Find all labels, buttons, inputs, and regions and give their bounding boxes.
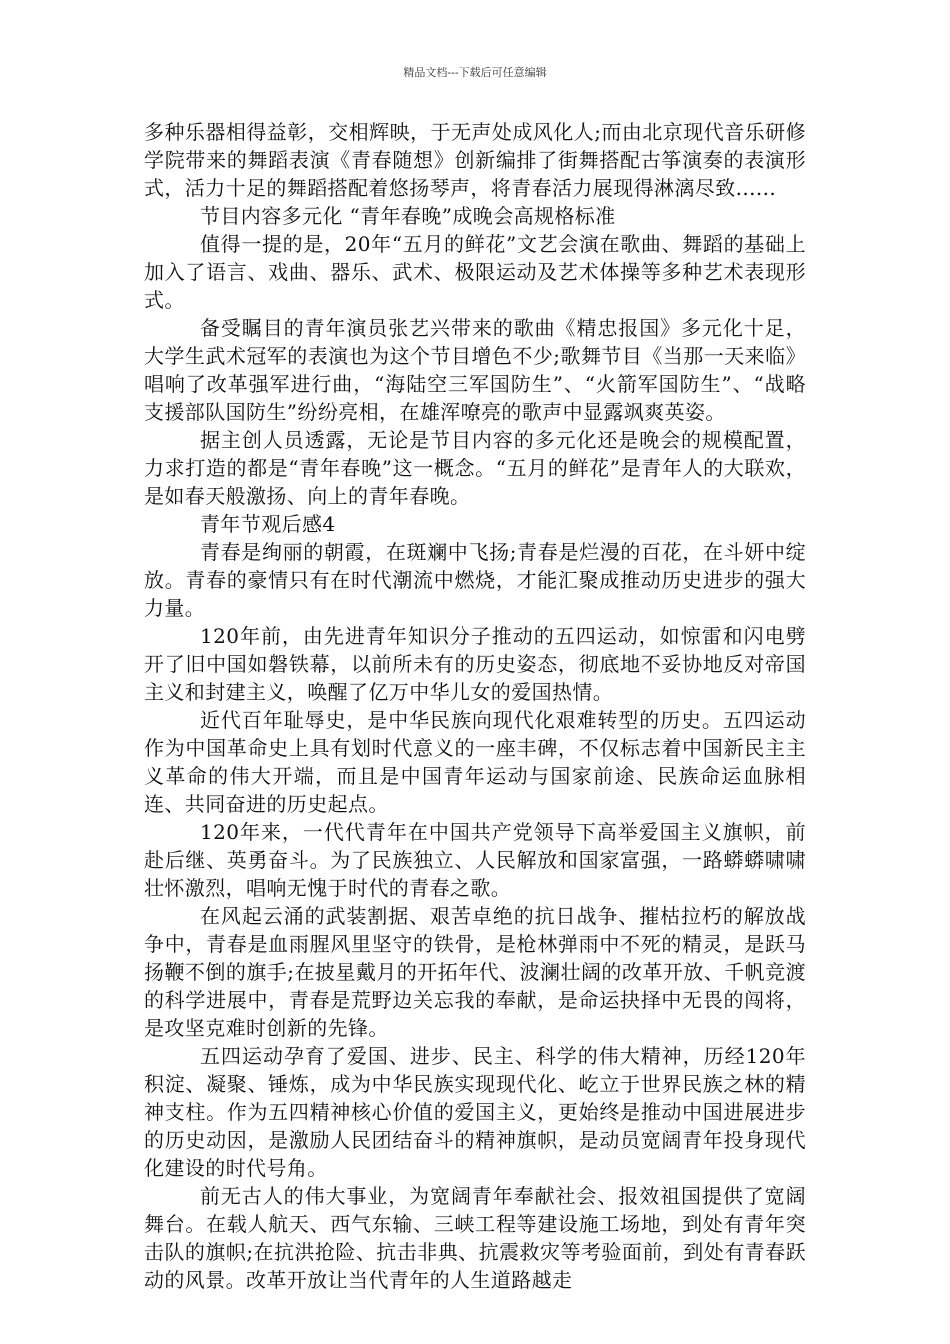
paragraph-5: 青春是绚丽的朝霞，在斑斓中飞扬;青春是烂漫的百花，在斗妍中绽放。青春的豪情只有在时代潮流中燃烧，才能汇聚成推动历史进步的强大力量。 xyxy=(144,540,806,620)
paragraph-2: 值得一提的是，20年“五月的鲜花”文艺会演在歌曲、舞蹈的基础上加入了语言、戏曲、器乐、武术、极限运动及艺术体操等多种艺术表现形式。 xyxy=(144,232,806,312)
section-heading-program: 节目内容多元化 “青年春晚”成晚会高规格标准 xyxy=(200,204,616,228)
document-body xyxy=(144,118,806,1294)
section-heading-essay-4: 青年节观后感4 xyxy=(200,512,336,536)
paragraph-4: 据主创人员透露，无论是节目内容的多元化还是晚会的规模配置，力求打造的都是“青年春晚”这一概念。“五月的鲜花”是青年人的大联欢，是如春天般激扬、向上的青年春晚。 xyxy=(144,428,806,508)
paragraph-11: 前无古人的伟大事业，为宽阔青年奉献社会、报效祖国提供了宽阔舞台。在载人航天、西气东输、三峡工程等建设施工场地，到处有青年突击队的旗帜;在抗洪抢险、抗击非典、抗震救灾等考验面前，到处有青春跃动的风景。改革开放让当代青年的人生道路越走 xyxy=(144,1184,806,1292)
page-header: 精品文档---下载后可任意编辑 xyxy=(403,66,547,79)
paragraph-10: 五四运动孕育了爱国、进步、民主、科学的伟大精神，历经120年积淀、凝聚、锤炼，成为中华民族实现现代化、屹立于世界民族之林的精神支柱。作为五四精神核心价值的爱国主义，更始终是推动中国进展进步的历史动因，是激励人民团结奋斗的精神旗帜，是动员宽阔青年投身现代化建设的时代号角。 xyxy=(144,1044,806,1180)
paragraph-6: 120年前，由先进青年知识分子推动的五四运动，如惊雷和闪电劈开了旧中国如磐铁幕，以前所未有的历史姿态，彻底地不妥协地反对帝国主义和封建主义，唤醒了亿万中华儿女的爱国热情。 xyxy=(144,624,806,704)
paragraph-9: 在风起云涌的武装割据、艰苦卓绝的抗日战争、摧枯拉朽的解放战争中，青春是血雨腥风里坚守的铁骨，是枪林弹雨中不死的精灵，是跃马扬鞭不倒的旗手;在披星戴月的开拓年代、波澜壮阔的改革开放、千帆竞渡的科学进展中，青春是荒野边关忘我的奉献，是命运抉择中无畏的闯将，是攻坚克难时创新的先锋。 xyxy=(144,904,806,1040)
paragraph-3: 备受瞩目的青年演员张艺兴带来的歌曲《精忠报国》多元化十足，大学生武术冠军的表演也为这个节目增色不少;歌舞节目《当那一天来临》唱响了改革强军进行曲，“海陆空三军国防生”、“火箭军国防生”、“战略支援部队国防生”纷纷亮相，在雄浑嘹亮的歌声中显露飒爽英姿。 xyxy=(144,316,806,424)
paragraph-8: 120年来，一代代青年在中国共产党领导下高举爱国主义旗帜，前赴后继、英勇奋斗。为了民族独立、人民解放和国家富强，一路蟒蟒啸啸壮怀激烈，唱响无愧于时代的青春之歌。 xyxy=(144,820,806,900)
paragraph-1: 多种乐器相得益彰，交相辉映，于无声处成风化人;而由北京现代音乐研修学院带来的舞蹈表演《青春随想》创新编排了街舞搭配古筝演奏的表演形式，活力十足的舞蹈搭配着悠扬琴声，将青春活力展现得淋漓尽致...... xyxy=(144,120,806,200)
paragraph-7: 近代百年耻辱史，是中华民族向现代化艰难转型的历史。五四运动作为中国革命史上具有划时代意义的一座丰碑，不仅标志着中国新民主主义革命的伟大开端，而且是中国青年运动与国家前途、民族命运血脉相连、共同奋进的历史起点。 xyxy=(144,708,806,816)
